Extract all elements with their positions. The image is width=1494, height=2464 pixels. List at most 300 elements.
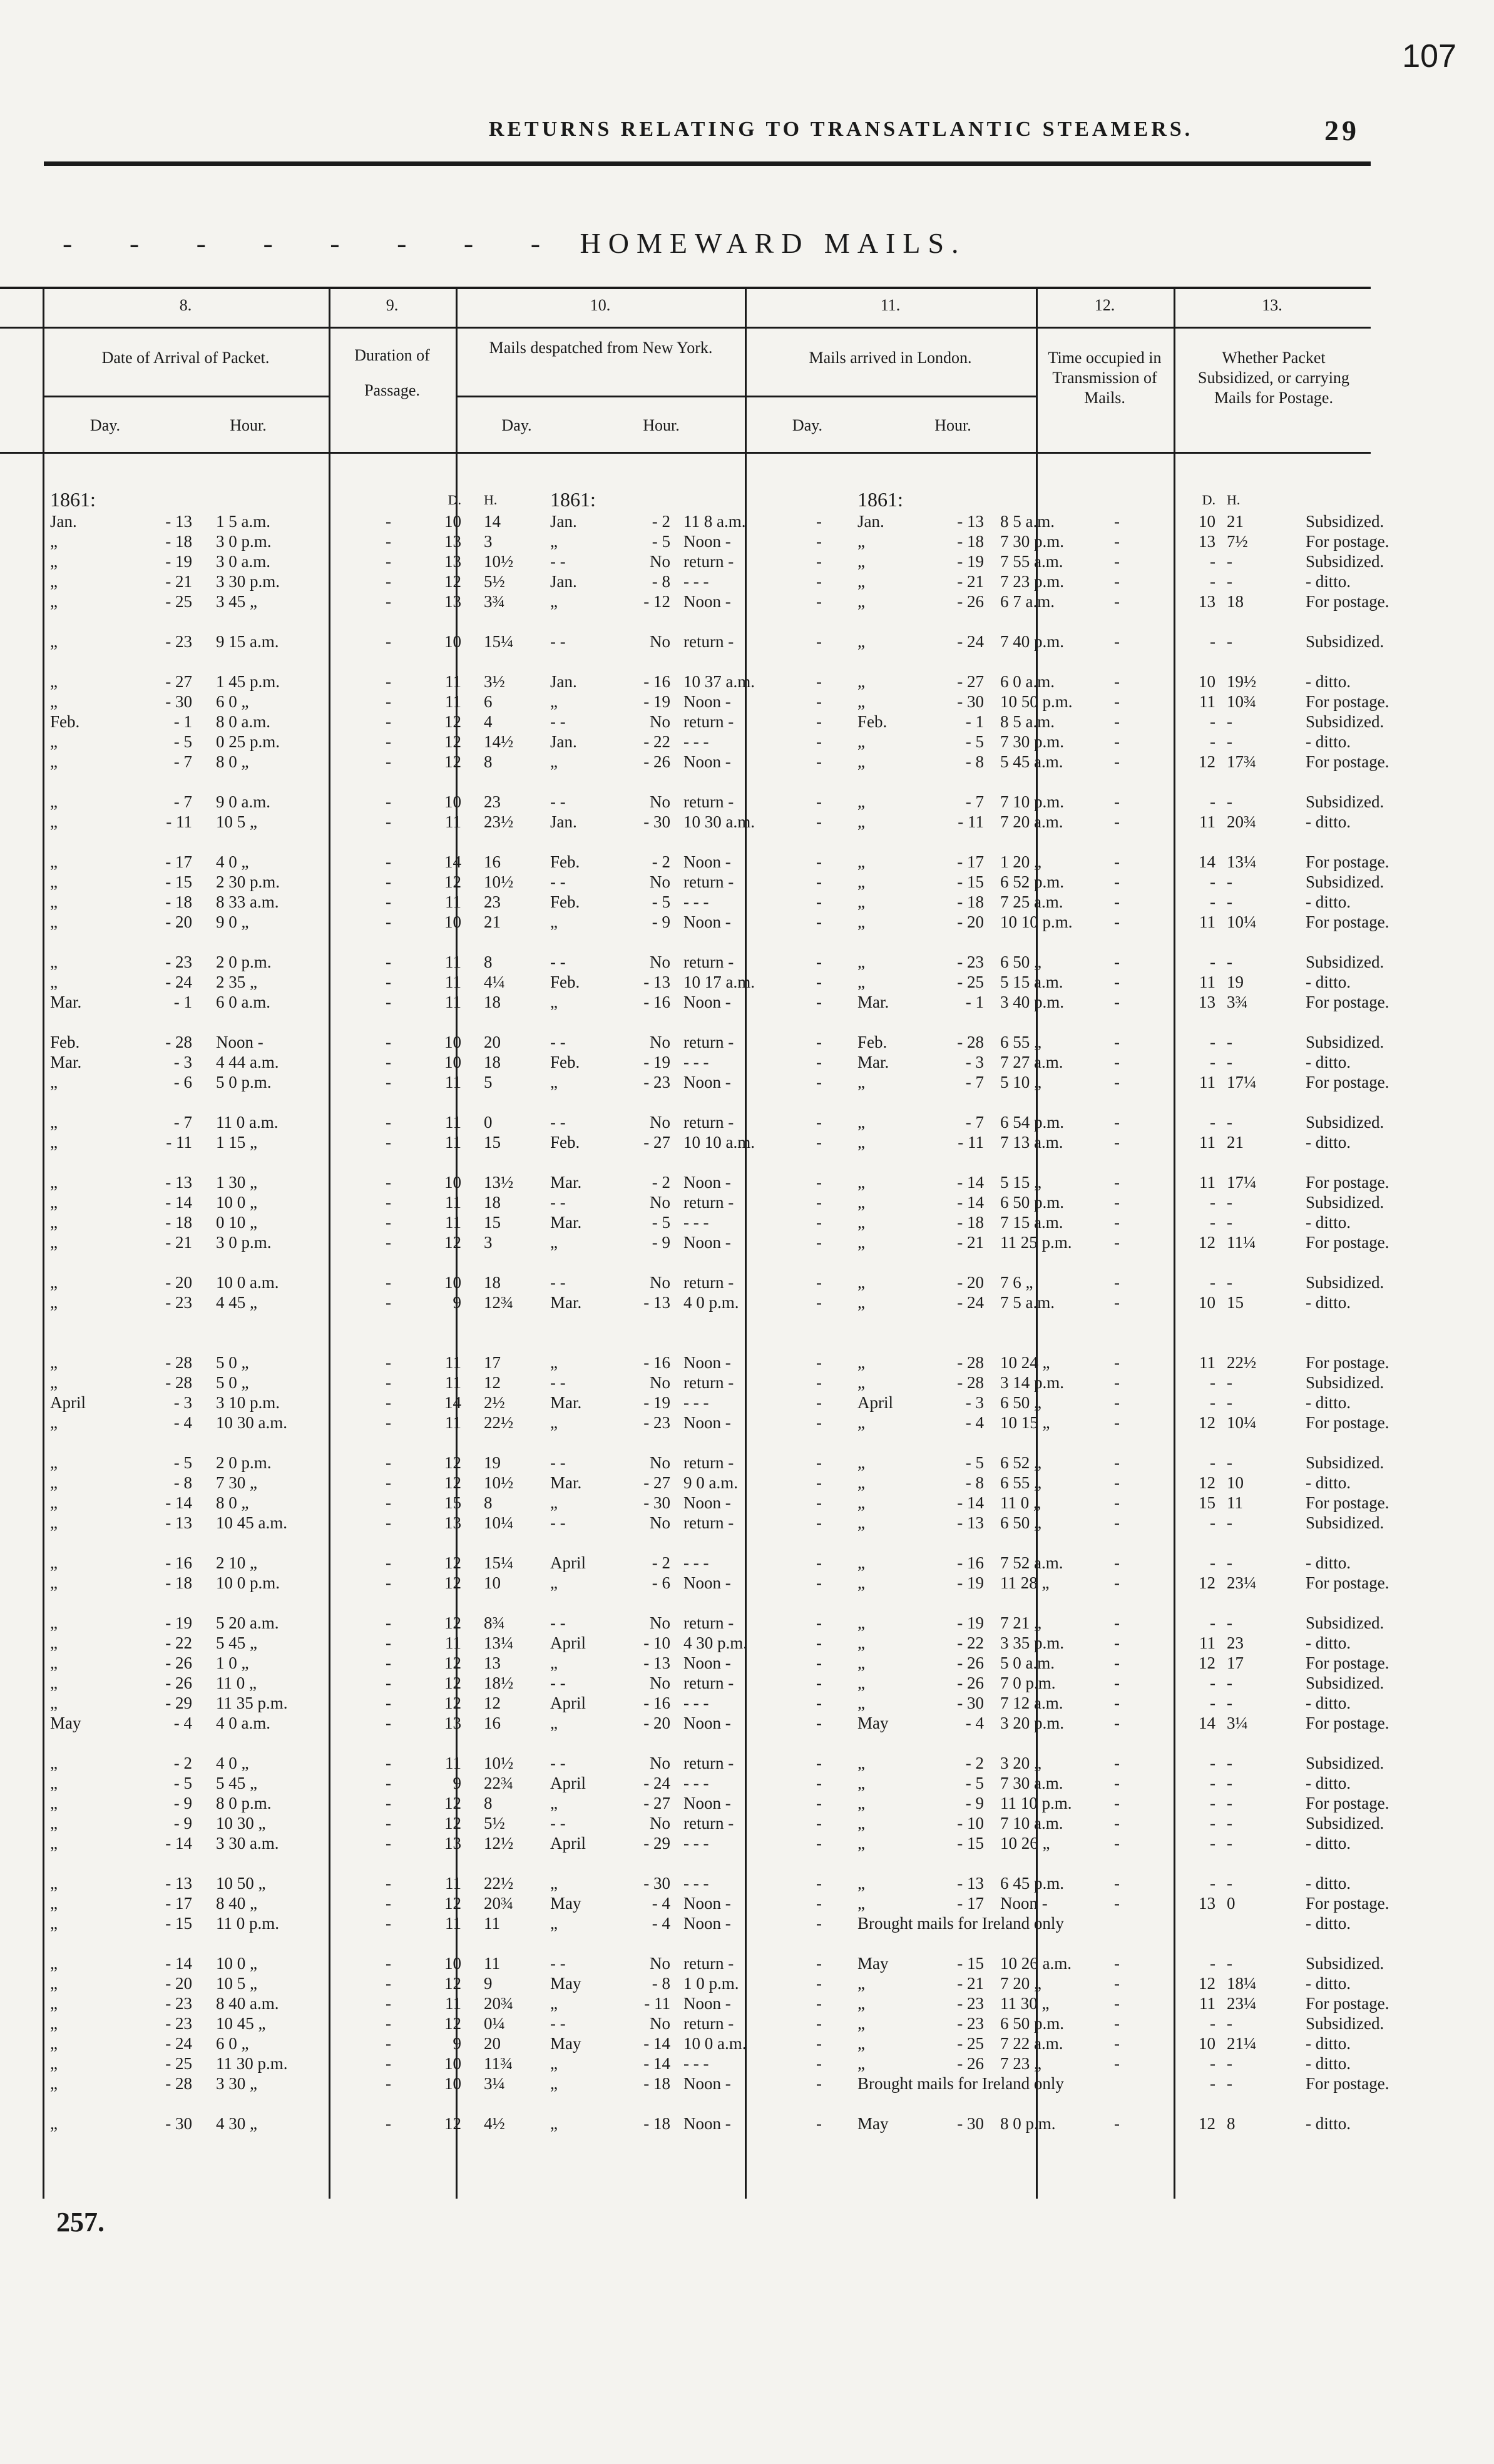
london-day-cell: - 17 (957, 852, 984, 871)
arrival-hour-cell: 9 0 „ (216, 912, 249, 931)
arrival-day-cell: - 13 (165, 511, 192, 531)
dash-cell: - (1114, 1072, 1120, 1091)
dash-cell: - (1114, 1032, 1120, 1051)
london-hour-cell: 7 40 p.m. (1000, 631, 1065, 651)
dash-cell: - (386, 1953, 391, 1973)
dash-cell: - (1114, 1773, 1120, 1792)
ny-month-cell: Feb. (550, 852, 580, 871)
table-row (44, 2053, 1491, 2073)
london-hour-cell: 7 13 a.m. (1000, 1132, 1063, 1152)
dash-cell: - (386, 1172, 391, 1192)
london-month-cell: Mar. (857, 1052, 889, 1071)
dash-cell: - (816, 2053, 822, 2073)
london-hour-cell: 10 15 „ (1000, 1413, 1050, 1432)
ny-hour-cell: 10 30 a.m. (683, 812, 755, 831)
dash-cell: - (816, 591, 822, 611)
ny-hour-cell: Noon - (683, 992, 731, 1011)
arrival-month-cell: „ (50, 1973, 58, 1993)
transit-hours-cell: 3¾ (1227, 992, 1248, 1011)
arrival-month-cell: „ (50, 1893, 58, 1913)
ny-month-cell: - - (550, 1813, 566, 1833)
transit-days-cell: - (1210, 1032, 1215, 1051)
london-day-cell: - 5 (965, 732, 984, 751)
london-month-cell: „ (857, 912, 865, 931)
dash-cell: - (386, 1773, 391, 1792)
days-abbrev: D. (448, 491, 461, 508)
table-row (44, 1072, 1491, 1092)
ny-hour-cell: Noon - (683, 692, 731, 711)
arrival-day-cell: - 23 (165, 2013, 192, 2033)
london-hour-cell: 7 5 a.m. (1000, 1292, 1055, 1312)
year-despatch: 1861: (550, 488, 596, 511)
arrival-day-cell: - 20 (165, 912, 192, 931)
transit-days-cell: 10 (1199, 1292, 1215, 1312)
dash-cell: - (816, 1232, 822, 1252)
dash-cell: - (386, 892, 391, 911)
remark-cell: - ditto. (1306, 2053, 1351, 2073)
london-month-cell: „ (857, 1813, 865, 1833)
passage-hours-cell: 3¼ (484, 2073, 505, 2093)
ny-hour-cell: return - (683, 1453, 734, 1472)
transit-hours-cell: 0 (1227, 1893, 1236, 1913)
arrival-day-cell: - 30 (165, 692, 192, 711)
london-day-cell: - 11 (958, 1132, 984, 1152)
passage-days-cell: 13 (444, 1833, 461, 1853)
passage-days-cell: 11 (445, 1373, 461, 1392)
arrival-month-cell: „ (50, 1192, 58, 1212)
arrival-month-cell: „ (50, 2073, 58, 2093)
dash-cell: - (1114, 1873, 1120, 1893)
arrival-day-cell: - 11 (166, 1132, 192, 1152)
remark-cell: For postage. (1306, 1493, 1389, 1512)
dash-cell: - (386, 712, 391, 731)
dash-cell: - (386, 1833, 391, 1853)
arrival-hour-cell: 0 10 „ (216, 1212, 257, 1232)
arrival-hour-cell: 0 25 p.m. (216, 732, 280, 751)
dash-cell: - (816, 972, 822, 991)
passage-hours-cell: 10¼ (484, 1513, 514, 1532)
london-day-cell: - 2 (965, 1753, 984, 1772)
dash-cell: - (816, 872, 822, 891)
passage-hours-cell: 10 (484, 1573, 501, 1592)
dash-cell: - (1114, 1613, 1120, 1632)
table-row (44, 1513, 1491, 1533)
london-day-cell: - 23 (957, 952, 984, 971)
dash-cell: - (816, 1132, 822, 1152)
ny-day-cell: - 20 (643, 1713, 670, 1732)
dash-cell: - (816, 1613, 822, 1632)
ny-month-cell: - - (550, 631, 566, 651)
london-month-cell: „ (857, 1352, 865, 1372)
dash-cell: - (386, 1673, 391, 1692)
transit-days-cell: - (1210, 1813, 1215, 1833)
ny-hour-cell: return - (683, 1112, 734, 1132)
remark-cell: Subsidized. (1306, 1753, 1384, 1772)
remark-cell: For postage. (1306, 1653, 1389, 1672)
london-day-cell: - 9 (965, 1793, 984, 1812)
arrival-hour-cell: 3 45 „ (216, 591, 257, 611)
transit-days-cell: 13 (1199, 591, 1215, 611)
dash-cell: - (386, 1573, 391, 1592)
ny-month-cell: - - (550, 1272, 566, 1292)
passage-days-cell: 15 (444, 1493, 461, 1512)
london-hour-cell: Noon - (1000, 1893, 1048, 1913)
london-day-cell: - 20 (957, 912, 984, 931)
arrival-day-cell: - 21 (165, 571, 192, 591)
transit-hours-cell: - (1227, 2013, 1232, 2033)
transit-days-cell: 10 (1199, 511, 1215, 531)
passage-days-cell: 12 (444, 1573, 461, 1592)
remark-cell: For postage. (1306, 992, 1389, 1011)
passage-hours-cell: 20¾ (484, 1893, 514, 1913)
remark-cell: Subsidized. (1306, 511, 1384, 531)
arrival-day-cell: - 13 (165, 1172, 192, 1192)
passage-days-cell: 12 (444, 732, 461, 751)
dash-cell: - (386, 1553, 391, 1572)
arrival-month-cell: „ (50, 1793, 58, 1812)
dash-cell: - (816, 1773, 822, 1792)
spacer-row (44, 1092, 1491, 1112)
ny-day-cell: - 30 (643, 812, 670, 831)
arrival-hour-cell: Noon - (216, 1032, 263, 1051)
arrival-day-cell: - 16 (165, 1553, 192, 1572)
dash-cell: - (1114, 1272, 1120, 1292)
dash-cell: - (1114, 591, 1120, 611)
transit-hours-cell (1223, 1913, 1293, 1933)
dash-cell: - (816, 1373, 822, 1392)
arrival-hour-cell: 1 30 „ (216, 1172, 257, 1192)
ny-hour-cell: return - (683, 1373, 734, 1392)
passage-days-cell: 9 (453, 1292, 461, 1312)
table-row (44, 1793, 1491, 1813)
ny-hour-cell: 10 0 a.m. (683, 2033, 747, 2053)
london-hour-cell: 5 45 a.m. (1000, 752, 1063, 771)
arrival-day-cell: - 4 (173, 1413, 192, 1432)
ny-hour-cell: Noon - (683, 1072, 731, 1091)
arrival-month-cell: Mar. (50, 1052, 82, 1071)
dash-cell: - (1114, 692, 1120, 711)
london-hour-cell: 7 20 „ (1000, 1973, 1041, 1993)
spacer-cell (44, 772, 1491, 792)
ny-hour-cell: Noon - (683, 1573, 731, 1592)
ny-month-cell: April (550, 1553, 586, 1572)
table-row (44, 1953, 1491, 1973)
london-hour-cell: 7 30 p.m. (1000, 732, 1065, 751)
passage-days-cell: 11 (445, 1633, 461, 1652)
london-month-cell: „ (857, 792, 865, 811)
dash-cell: - (1114, 1973, 1120, 1993)
arrival-month-cell: „ (50, 752, 58, 771)
table-row (44, 1773, 1491, 1793)
london-hour-cell: 10 26 „ (1000, 1833, 1050, 1853)
dash-cell: - (816, 732, 822, 751)
arrival-day-cell: - 23 (165, 952, 192, 971)
ny-hour-cell: Noon - (683, 2073, 731, 2093)
ny-hour-cell: return - (683, 1032, 734, 1051)
ny-day-cell: No (650, 1513, 670, 1532)
ny-day-cell: - 9 (652, 1232, 670, 1252)
table-row (44, 1192, 1491, 1212)
arrival-day-cell: - 3 (173, 1393, 192, 1412)
transit-days-cell: 11 (1199, 1352, 1215, 1372)
ny-hour-cell: Noon - (683, 2114, 731, 2133)
passage-days-cell: 11 (445, 692, 461, 711)
arrival-month-cell: „ (50, 1513, 58, 1532)
passage-hours-cell: 15 (484, 1132, 501, 1152)
dash-cell: - (1114, 732, 1120, 751)
transit-hours-cell: - (1227, 571, 1232, 591)
dash-cell: - (816, 1813, 822, 1833)
dash-cell: - (816, 1953, 822, 1973)
table-row (44, 892, 1491, 912)
table-row (44, 2073, 1491, 2093)
arrival-hour-cell: 4 30 „ (216, 2114, 257, 2133)
dash-cell: - (386, 1052, 391, 1071)
arrival-hour-cell: 8 0 „ (216, 752, 249, 771)
ny-hour-cell: Noon - (683, 531, 731, 551)
transit-hours-cell: - (1227, 1693, 1232, 1712)
transit-days-cell: - (1210, 2073, 1215, 2093)
table-row (44, 1352, 1491, 1373)
header-rule (44, 161, 1371, 166)
table-row (44, 1112, 1491, 1132)
table-top-rule (0, 287, 1371, 289)
london-month-cell: Mar. (857, 992, 889, 1011)
col13-title: Whether Packet Subsidized, or carrying Mails for Postage. (1198, 349, 1349, 407)
remark-cell: - ditto. (1306, 892, 1351, 911)
table-row (44, 1913, 1491, 1933)
remark-cell: Subsidized. (1306, 1272, 1384, 1292)
transit-days-cell: - (1210, 892, 1215, 911)
london-month-cell: „ (857, 2013, 865, 2033)
london-month-cell: „ (857, 672, 865, 691)
remark-cell: For postage. (1306, 752, 1389, 771)
passage-days-cell: 13 (444, 591, 461, 611)
dash-cell: - (816, 1413, 822, 1432)
transit-hours-cell: - (1227, 1212, 1232, 1232)
ny-month-cell: April (550, 1773, 586, 1792)
ny-month-cell: - - (550, 712, 566, 731)
table-row (44, 1453, 1491, 1473)
london-hour-cell: 7 10 p.m. (1000, 792, 1065, 811)
london-hour-cell: 6 52 „ (1000, 1453, 1041, 1472)
london-day-cell: - 28 (957, 1373, 984, 1392)
dash-cell: - (816, 1653, 822, 1672)
arrival-month-cell: „ (50, 2033, 58, 2053)
passage-hours-cell: 0 (484, 1112, 493, 1132)
london-month-cell: „ (857, 852, 865, 871)
table-row (44, 1373, 1491, 1393)
transit-days-cell: - (1210, 712, 1215, 731)
arrival-hour-cell: 8 0 p.m. (216, 1793, 272, 1812)
transit-hours-cell: 10¼ (1227, 912, 1257, 931)
ny-hour-cell: 4 30 p.m. (683, 1633, 748, 1652)
dash-cell: - (1114, 1352, 1120, 1372)
arrival-day-cell: - 28 (165, 1032, 192, 1051)
london-day-cell: - 27 (957, 672, 984, 691)
dash-cell: - (816, 1493, 822, 1512)
spacer-row (44, 1733, 1491, 1753)
dash-cell: - (1114, 571, 1120, 591)
arrival-month-cell: „ (50, 912, 58, 931)
table-row (44, 1272, 1491, 1292)
remark-cell: For postage. (1306, 1893, 1389, 1913)
dash-cell: - (386, 1292, 391, 1312)
arrival-hour-cell: 3 30 a.m. (216, 1833, 279, 1853)
ny-day-cell: No (650, 631, 670, 651)
footer-number: 257. (56, 2207, 105, 2237)
ny-month-cell: - - (550, 952, 566, 971)
arrival-hour-cell: 4 0 a.m. (216, 1713, 270, 1732)
passage-hours-cell: 3 (484, 531, 493, 551)
arrival-month-cell: „ (50, 631, 58, 651)
arrival-month-cell: Jan. (50, 511, 77, 531)
ny-hour-cell: return - (683, 631, 734, 651)
dash-cell: - (1114, 531, 1120, 551)
ny-month-cell: „ (550, 1913, 558, 1933)
london-hour-cell: 7 6 „ (1000, 1272, 1033, 1292)
dash-cell: - (1114, 1413, 1120, 1432)
arrival-month-cell: „ (50, 591, 58, 611)
table-row (44, 1172, 1491, 1192)
arrival-hour-cell: 10 45 a.m. (216, 1513, 287, 1532)
dash-cell: - (386, 1453, 391, 1472)
ny-month-cell: April (550, 1633, 586, 1652)
passage-days-cell: 13 (444, 551, 461, 571)
arrival-day-cell: - 14 (165, 1493, 192, 1512)
ny-day-cell: - 23 (643, 1413, 670, 1432)
ny-day-cell: - 8 (652, 1973, 670, 1993)
col8-title: Date of Arrival of Packet. (101, 349, 270, 367)
arrival-hour-cell: 2 0 p.m. (216, 952, 272, 971)
ny-hour-cell: return - (683, 1192, 734, 1212)
ny-day-cell: - 4 (652, 1893, 670, 1913)
ny-day-cell: - 24 (643, 1773, 670, 1792)
dash-cell: - (1114, 1753, 1120, 1772)
london-month-cell: „ (857, 1493, 865, 1512)
london-hour-cell: 7 0 p.m. (1000, 1673, 1056, 1692)
london-month-cell: „ (857, 1793, 865, 1812)
london-hour-cell: 7 30 a.m. (1000, 1773, 1063, 1792)
ny-day-cell: No (650, 1112, 670, 1132)
hours-abbrev: H. (484, 491, 498, 508)
passage-days-cell: 11 (445, 1112, 461, 1132)
col8-hour: Hour. (230, 416, 267, 434)
arrival-hour-cell: 4 0 „ (216, 1753, 249, 1772)
dash-cell: - (816, 912, 822, 931)
table-row (44, 2114, 1491, 2134)
arrival-month-cell: „ (50, 2114, 58, 2133)
ny-day-cell: - 11 (644, 1993, 670, 2013)
ny-month-cell: „ (550, 1793, 558, 1812)
passage-hours-cell: 8 (484, 952, 493, 971)
passage-hours-cell: 4¼ (484, 972, 505, 991)
london-month-cell: „ (857, 1773, 865, 1792)
passage-hours-cell: 16 (484, 852, 501, 871)
remark-cell: Subsidized. (1306, 631, 1384, 651)
remark-cell: For postage. (1306, 2073, 1389, 2093)
transit-days-cell: 11 (1199, 692, 1215, 711)
london-hour-cell: 5 0 a.m. (1000, 1653, 1055, 1672)
arrival-day-cell: - 18 (165, 531, 192, 551)
spacer-row (44, 652, 1491, 672)
arrival-month-cell: „ (50, 1553, 58, 1572)
passage-hours-cell: 10½ (484, 1473, 514, 1492)
arrival-day-cell: - 19 (165, 551, 192, 571)
london-month-cell: „ (857, 1633, 865, 1652)
passage-days-cell: 13 (444, 1713, 461, 1732)
transit-hours-cell: 22½ (1227, 1352, 1257, 1372)
london-day-cell: - 26 (957, 1673, 984, 1692)
dash-cell: - (1114, 1393, 1120, 1412)
london-month-cell: „ (857, 2053, 865, 2073)
dash-cell: - (1114, 1553, 1120, 1572)
passage-hours-cell: 8 (484, 752, 493, 771)
table-body (44, 488, 1491, 2134)
transit-hours-cell: - (1227, 1673, 1232, 1692)
passage-hours-cell: 15 (484, 1212, 501, 1232)
dash-cell: - (386, 2013, 391, 2033)
arrival-month-cell: „ (50, 1172, 58, 1192)
arrival-hour-cell: 3 0 a.m. (216, 551, 270, 571)
arrival-day-cell: - 5 (173, 732, 192, 751)
passage-hours-cell: 13½ (484, 1172, 514, 1192)
ny-day-cell: - 13 (643, 1292, 670, 1312)
remark-cell: Subsidized. (1306, 1813, 1384, 1833)
arrival-month-cell: May (50, 1713, 81, 1732)
remark-cell: For postage. (1306, 1413, 1389, 1432)
london-day-cell: - 21 (957, 1973, 984, 1993)
transit-hours-cell: - (1227, 952, 1232, 971)
london-day-cell: - 8 (965, 1473, 984, 1492)
ny-month-cell: May (550, 1973, 581, 1993)
table-row (44, 1653, 1491, 1673)
passage-days-cell: 11 (445, 1212, 461, 1232)
arrival-day-cell: - 7 (173, 792, 192, 811)
dash-cell: - (386, 551, 391, 571)
passage-days-cell: 11 (445, 1352, 461, 1372)
transit-days-cell: 12 (1199, 2114, 1215, 2133)
remark-cell: - ditto. (1306, 2033, 1351, 2053)
col10-day: Day. (501, 416, 532, 434)
arrival-day-cell: - 11 (166, 812, 192, 831)
london-hour-cell: 7 30 p.m. (1000, 531, 1065, 551)
london-day-cell: - 30 (957, 2114, 984, 2133)
arrival-hour-cell: 10 30 „ (216, 1813, 266, 1833)
arrival-month-cell: „ (50, 1453, 58, 1472)
passage-days-cell: 11 (445, 1072, 461, 1091)
arrival-month-cell: „ (50, 2053, 58, 2073)
arrival-day-cell: - 24 (165, 2033, 192, 2053)
arrival-hour-cell: 4 44 a.m. (216, 1052, 279, 1071)
table-row (44, 1413, 1491, 1433)
london-day-cell: - 13 (957, 1873, 984, 1893)
dash-cell: - (386, 1693, 391, 1712)
transit-days-cell: 13 (1199, 1893, 1215, 1913)
arrival-day-cell: - 1 (173, 712, 192, 731)
london-hour-cell: 7 23 „ (1000, 2053, 1041, 2073)
number-row-rule (0, 327, 1371, 329)
passage-hours-cell: 20¾ (484, 1993, 514, 2013)
arrival-day-cell: - 25 (165, 2053, 192, 2073)
dash-cell: - (1114, 1052, 1120, 1071)
london-day-cell: - 28 (957, 1352, 984, 1372)
ny-hour-cell: Noon - (683, 1893, 731, 1913)
passage-days-cell: 10 (444, 2053, 461, 2073)
remark-cell: Subsidized. (1306, 1112, 1384, 1132)
year-arrival: 1861: (50, 488, 96, 511)
arrival-month-cell: „ (50, 952, 58, 971)
